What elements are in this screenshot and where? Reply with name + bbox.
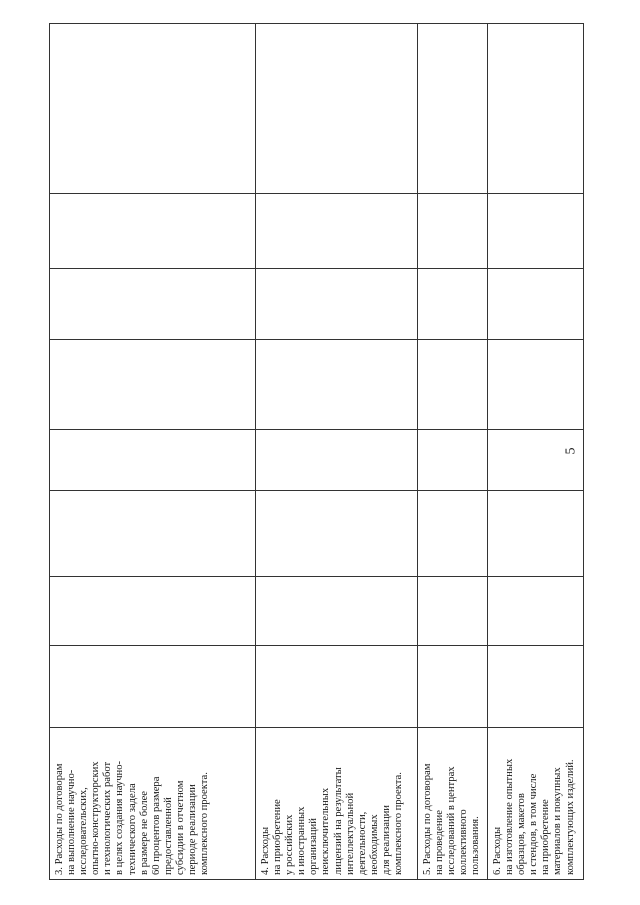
table-cell bbox=[256, 646, 418, 728]
table-cell bbox=[488, 24, 584, 194]
page-number: 5 bbox=[563, 447, 579, 455]
table-row-3 bbox=[50, 24, 256, 880]
expenses-table bbox=[49, 23, 584, 880]
row-label: 4. Расходы на приобретение у российских и иностранных организаций неисключительных лицензий на результаты интеллектуальной деятельности, необходимых для реализации комплексного проекта. bbox=[256, 728, 418, 880]
table-cell bbox=[50, 646, 256, 728]
rotated-table-container bbox=[49, 24, 583, 880]
table-cell bbox=[418, 491, 488, 577]
table-cell bbox=[50, 24, 256, 194]
row-label: 6. Расходы на изготовление опытных образцов, макетов и стендов, в том числе на приобретение материалов и покупных комплектующих изделий. bbox=[488, 728, 584, 880]
table-cell bbox=[256, 24, 418, 194]
row-label: 5. Расходы по договорам на проведение исследований в центрах коллективного пользования. bbox=[418, 728, 488, 880]
table-row-6 bbox=[488, 24, 584, 880]
row-label: 3. Расходы по договорам на выполнение научно- исследовательских, опытно-конструкторских и технологических работ в целях создания научно- технического задела в размере не более 60 процентов размера предоставленной субсидии в отчетном периоде реализации комплексного проекта. bbox=[50, 728, 256, 880]
table-cell bbox=[488, 491, 584, 577]
table-row-4 bbox=[256, 24, 418, 880]
table-cell bbox=[50, 269, 256, 340]
table-cell bbox=[418, 577, 488, 646]
table-cell bbox=[488, 340, 584, 430]
table-cell bbox=[256, 577, 418, 646]
table-cell bbox=[50, 430, 256, 491]
table-cell bbox=[256, 491, 418, 577]
table-cell bbox=[488, 430, 584, 491]
table-row-5 bbox=[418, 24, 488, 880]
table-cell bbox=[418, 340, 488, 430]
table-cell bbox=[488, 577, 584, 646]
table-cell bbox=[256, 194, 418, 269]
table-cell bbox=[488, 646, 584, 728]
table-cell bbox=[418, 430, 488, 491]
table-cell bbox=[488, 269, 584, 340]
table-cell bbox=[50, 491, 256, 577]
table-cell bbox=[418, 269, 488, 340]
table-cell bbox=[256, 430, 418, 491]
table-cell bbox=[488, 194, 584, 269]
table-cell bbox=[50, 194, 256, 269]
table-cell bbox=[50, 577, 256, 646]
table-cell bbox=[50, 340, 256, 430]
table-cell bbox=[256, 340, 418, 430]
table-cell bbox=[418, 194, 488, 269]
table-cell bbox=[418, 24, 488, 194]
table-cell bbox=[418, 646, 488, 728]
table-cell bbox=[256, 269, 418, 340]
